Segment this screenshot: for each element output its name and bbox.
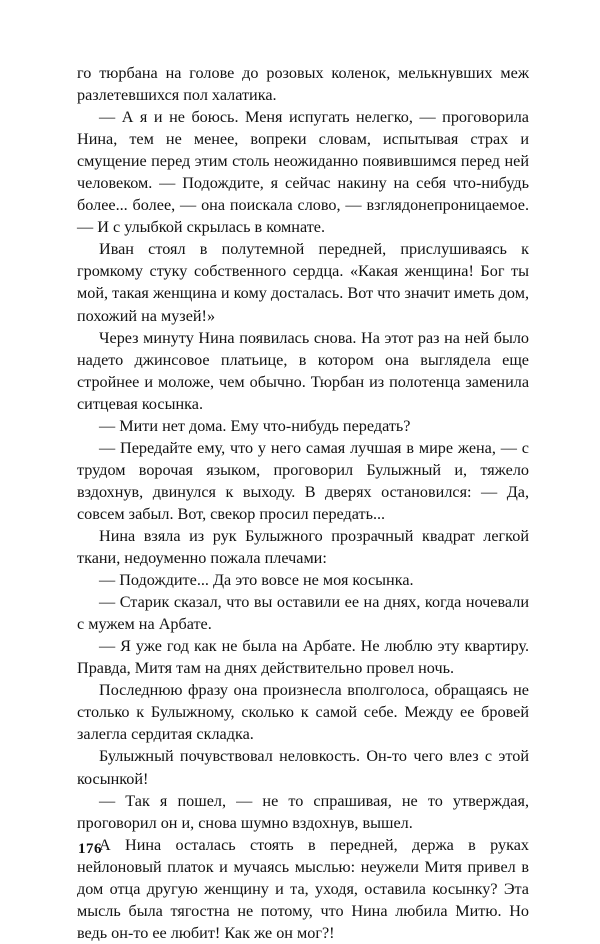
paragraph-8: — Подождите... Да это вовсе не моя косынка. [99,571,414,590]
paragraph-7: Нина взяла из рук Булыжного прозрачный квадрат легкой ткани, недоуменно пожала плечами: [77,526,529,568]
paragraph-4: Через минуту Нина появилась снова. На этот раз на ней было надето джинсовое платьице, в котором она выглядела еще стройнее и моложе, чем обычно. Тюрбан из полотенца заменила ситцевая косынка. [77,328,529,413]
paragraph-1: го тюрбана на голове до розовых коленок, мелькнувших меж разлетевшихся пол халатика. [77,64,529,105]
paragraph-6: — Передайте ему, что у него самая лучшая в мире жена, — с трудом ворочая языком, проговорил Булыжный и, тяжело вздохнув, двинулся к выходу. В дверях остановился: — Да, совсем забыл. Вот, свекор просил передать... [77,438,529,523]
paragraph-13: — Так я пошел, — не то спрашивая, не то утверждая, проговорил он и, снова шумно вздохнув, вышел. [77,791,529,832]
page-text [77,62,529,944]
paragraph-2: — А я и не боюсь. Меня испугать нелегко, — проговорила Нина, тем не менее, вопреки словам, испытывая страх и смущение перед этим столь неожиданно появившимся перед ней человеком. — Подождите, я сейчас накину на себя что-нибудь более... более, — она поискала слово, — взглядонепроницаемое. — И с улыбкой скрылась в комнате. [77,108,529,237]
paragraph-9: — Старик сказал, что вы оставили ее на днях, когда ночевали с мужем на Арбате. [77,593,529,634]
paragraph-5: — Мити нет дома. Ему что-нибудь передать? [99,416,411,435]
paragraph-11: Последнюю фразу она произнесла вполголоса, обращаясь не столько к Булыжному, сколько к самой себе. Между ее бровей залегла сердитая складка. [77,681,529,744]
paragraph-14: А Нина осталась стоять в передней, держа в руках нейлоновый платок и мучаясь мыслью: неужели Митя привел в дом отца другую женщину и та, уходя, оставила косынку? Эта мысль была тягостна не потому, что Нина любила Митю. Но ведь он-то ее любит! Как же он мог?! [77,835,529,942]
paragraph-3: Иван стоял в полутемной передней, прислушиваясь к громкому стуку собственного сердца. «Какая женщина! Бог ты мой, такая женщина и кому досталась. Вот что значит иметь дом, похожий на музей!» [77,240,529,325]
paragraph-12: Булыжный почувствовал неловкость. Он-то чего влез с этой косынкой! [77,747,529,788]
page-number: 176 [78,841,102,857]
paragraph-10: — Я уже год как не была на Арбате. Не люблю эту квартиру. Правда, Митя там на днях действительно провел ночь. [77,637,529,678]
